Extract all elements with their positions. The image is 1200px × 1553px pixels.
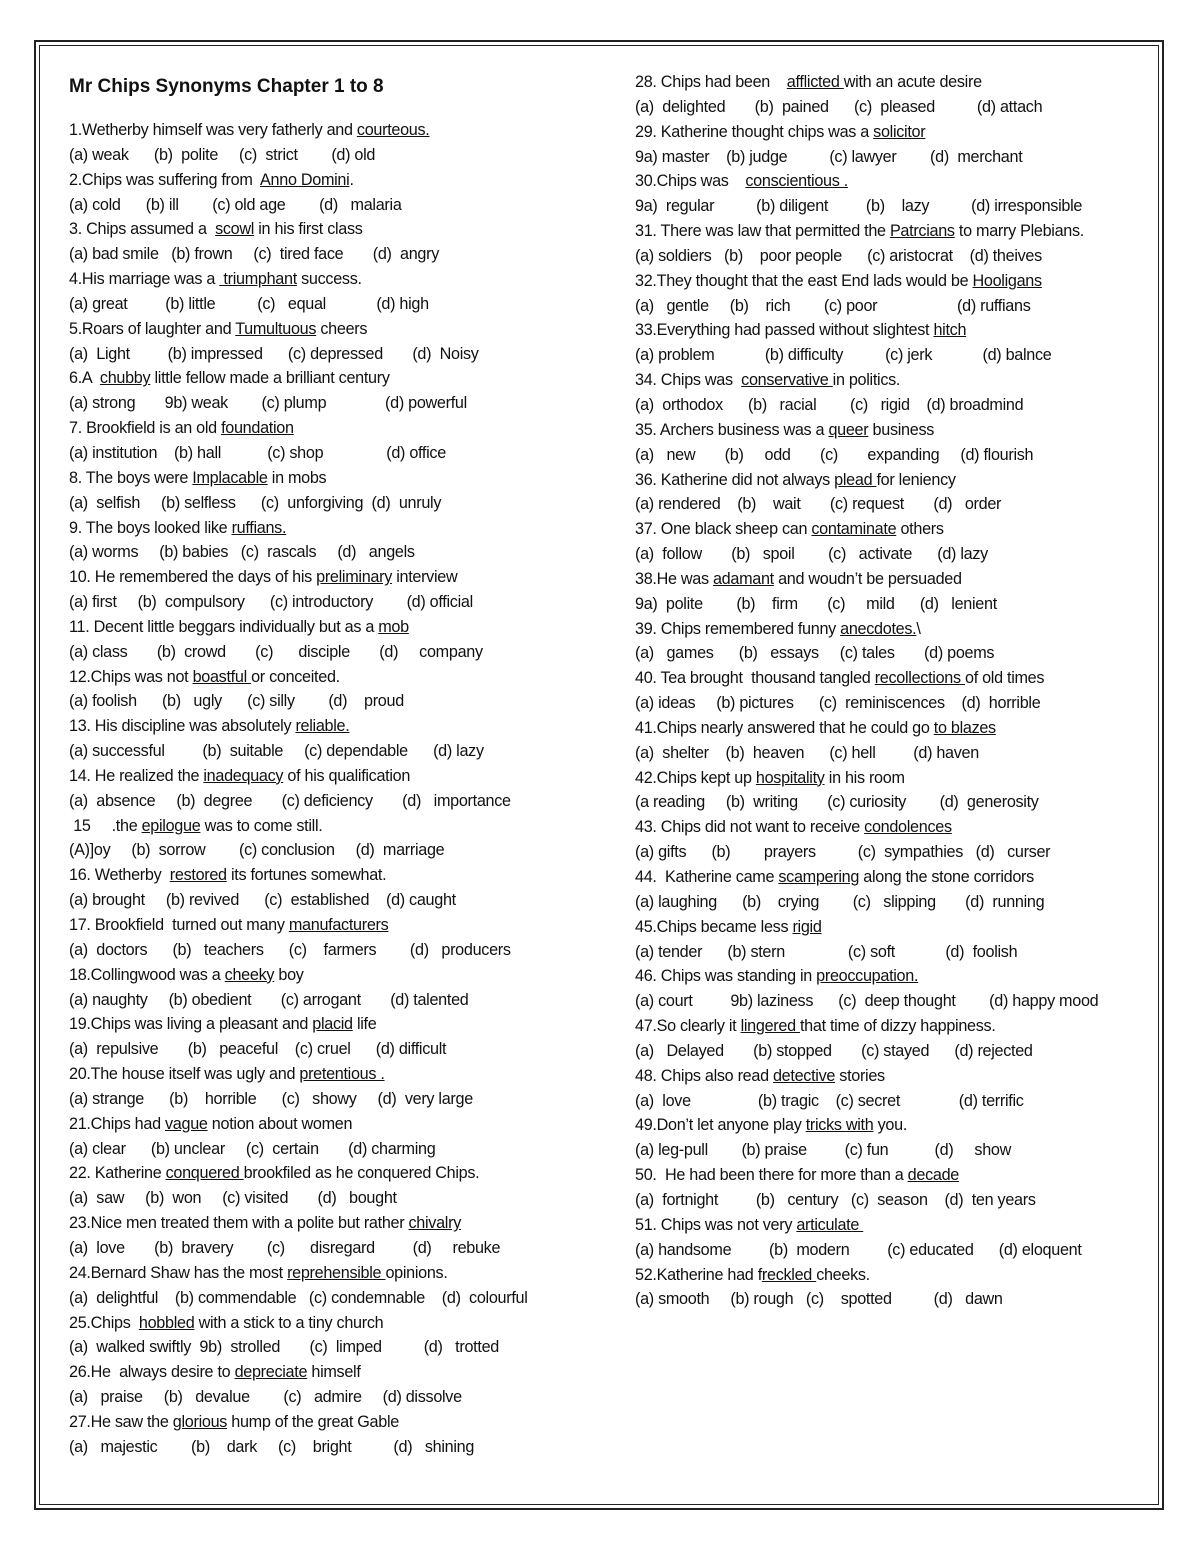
question-text-part: others	[896, 520, 944, 539]
question-text-part: 8. The boys were	[69, 468, 193, 487]
underlined-keyword: tricks with	[805, 1116, 874, 1135]
question-text	[635, 964, 1155, 989]
underlined-keyword: Implacable	[192, 468, 268, 487]
question-text	[69, 1161, 599, 1186]
answer-options: (a) leg-pull (b) praise (c) fun (d) show	[635, 1141, 1012, 1160]
answer-options: (a) naughty (b) obedient (c) arrogant (d) talented	[69, 990, 469, 1009]
question-text-part: 37. One black sheep can	[635, 520, 812, 539]
question-text-part: 10. He remembered the days of his	[69, 568, 317, 587]
answer-options: (a) love (b) bravery (c) disregard (d) rebuke	[69, 1238, 501, 1257]
underlined-keyword: triumphant	[219, 270, 297, 289]
question-text-part: 45.Chips became less	[635, 917, 793, 936]
answer-options: (a) cold (b) ill (c) old age (d) malaria	[69, 195, 402, 214]
question-text	[69, 963, 599, 988]
question-text	[69, 1062, 599, 1087]
question-text-part: 17. Brookfield turned out many	[69, 916, 289, 934]
answer-options: (a) delighted (b) pained (c) pleased (d) attach	[635, 97, 1043, 116]
underlined-keyword: manufacturers	[288, 916, 389, 934]
question-text	[69, 863, 599, 888]
question-text-part: 35. Archers business was a	[635, 420, 829, 439]
question-text	[635, 269, 1155, 294]
question-text	[69, 565, 599, 590]
answer-options: 9a) regular (b) diligent (b) lazy (d) irresponsible	[635, 197, 1083, 216]
answer-options: (a) handsome (b) modern (c) educated (d) eloquent	[635, 1240, 1082, 1259]
underlined-keyword: chivalry	[408, 1214, 461, 1233]
question-text	[635, 666, 1155, 691]
question-text-part: 20.The house itself was ugly and	[69, 1065, 300, 1084]
question-text-part: stories	[835, 1066, 885, 1085]
question-text-part: 38.He was	[635, 569, 713, 588]
answer-options: (a) rendered (b) wait (c) request (d) order	[635, 495, 1002, 514]
question-text	[69, 1410, 599, 1435]
question-text-part: 49.Don’t let anyone play	[635, 1116, 806, 1135]
underlined-keyword: ruffians.	[231, 518, 287, 537]
answer-options: (a) great (b) little (c) equal (d) high	[69, 294, 429, 313]
answer-options: (a) repulsive (b) peaceful (c) cruel (d) difficult	[69, 1040, 447, 1059]
answer-options: (a) first (b) compulsory (c) introductory (d) official	[69, 593, 473, 612]
question-text-part: 43. Chips did not want to receive	[635, 818, 865, 837]
question-text	[69, 267, 599, 292]
answer-options: (a) games (b) essays (c) tales (d) poems	[635, 644, 995, 663]
question-text	[635, 70, 1155, 95]
question-text-part: life	[352, 1015, 377, 1034]
answer-options: (a) successful (b) suitable (c) dependable (d) lazy	[69, 742, 484, 761]
question-text-part: its fortunes somewhat.	[226, 866, 387, 885]
question-text-part: 52.Katherine had f	[635, 1265, 762, 1284]
question-text	[69, 913, 599, 938]
question-text-part: opinions.	[385, 1263, 448, 1282]
question-text	[635, 1263, 1155, 1288]
right-column	[635, 70, 1155, 1312]
answer-options: (a) follow (b) spoil (c) activate (d) lazy	[635, 545, 988, 564]
question-text-part: 25.Chips	[69, 1313, 139, 1332]
underlined-keyword: condolences	[864, 818, 952, 837]
answer-options: (a) gentle (b) rich (c) poor (d) ruffians	[635, 296, 1031, 315]
question-text	[69, 1112, 599, 1137]
question-text-part: interview	[392, 568, 458, 587]
question-text	[635, 318, 1155, 343]
question-text	[635, 1014, 1155, 1039]
question-text-part: cheeks.	[816, 1265, 870, 1284]
question-text	[69, 118, 599, 143]
question-text	[69, 217, 599, 242]
question-text-part: 39. Chips remembered funny	[635, 619, 841, 638]
question-text-part: notion about women	[207, 1114, 353, 1133]
answer-options: (a) tender (b) stern (c) soft (d) foolish	[635, 942, 1018, 961]
question-text-part: \	[916, 619, 921, 638]
question-text	[635, 1064, 1155, 1089]
underlined-keyword: rigid	[792, 917, 822, 936]
question-text-part: hump of the great Gable	[227, 1412, 399, 1431]
underlined-keyword: detective	[772, 1066, 836, 1085]
question-text-part: 11. Decent little beggars individually but as a	[69, 617, 379, 636]
underlined-keyword: reliable.	[295, 717, 350, 736]
answer-options: (a) walked swiftly 9b) strolled (c) limped (d) trotted	[69, 1338, 499, 1357]
answer-options: (a) doctors (b) teachers (c) farmers (d) producers	[69, 940, 511, 959]
underlined-keyword: hospitality	[755, 768, 825, 787]
question-text	[69, 1211, 599, 1236]
underlined-keyword: hobbled	[138, 1313, 195, 1332]
underlined-keyword: courteous.	[356, 121, 430, 139]
underlined-keyword: solicitor	[873, 122, 926, 141]
question-text	[635, 617, 1155, 642]
question-text	[69, 764, 599, 789]
question-text	[635, 120, 1155, 145]
answer-options: (a) orthodox (b) racial (c) rigid (d) broadmind	[635, 395, 1024, 414]
question-text-part: 34. Chips was	[635, 371, 742, 390]
question-text-part: 7. Brookfield is an old	[69, 419, 222, 438]
question-text-part: for leniency	[876, 470, 956, 489]
question-text-part: 32.They thought that the east End lads would be	[635, 271, 973, 290]
answer-options: (a) problem (b) difficulty (c) jerk (d) balnce	[635, 346, 1052, 365]
question-text-part: with a stick to a tiny church	[194, 1313, 384, 1332]
document-title: Mr Chips Synonyms Chapter 1 to 8	[69, 76, 384, 97]
question-text	[69, 168, 599, 193]
underlined-keyword: conquered	[165, 1164, 244, 1183]
question-text	[69, 1012, 599, 1037]
question-text-part: 19.Chips was living a pleasant and	[69, 1015, 313, 1034]
answer-options: (a) Light (b) impressed (c) depressed (d) Noisy	[69, 344, 479, 363]
question-text-part: 31. There was law that permitted the	[635, 222, 890, 241]
answer-options: (a) class (b) crowd (c) disciple (d) company	[69, 642, 483, 661]
question-text-part: 5.Roars of laughter and	[69, 319, 236, 338]
question-text-part: 2.Chips was suffering from	[69, 170, 261, 189]
answer-options: (a) shelter (b) heaven (c) hell (d) haven	[635, 743, 979, 762]
question-text	[635, 865, 1155, 890]
answer-options: (a) praise (b) devalue (c) admire (d) dissolve	[69, 1388, 462, 1407]
answer-options: (a) smooth (b) rough (c) spotted (d) dawn	[635, 1290, 1003, 1309]
underlined-keyword: conscientious .	[745, 172, 848, 191]
question-text-part: 18.Collingwood was a	[69, 965, 225, 984]
question-text	[635, 766, 1155, 791]
answer-options: (a) fortnight (b) century (c) season (d) ten years	[635, 1190, 1036, 1209]
answer-options: (a reading (b) writing (c) curiosity (d) generosity	[635, 793, 1039, 812]
question-text	[69, 416, 599, 441]
underlined-keyword: conservative	[741, 371, 833, 390]
question-text-part: 16. Wetherby	[69, 866, 170, 885]
question-text-part: cheers	[316, 319, 368, 338]
underlined-keyword: anecdotes.	[840, 619, 917, 638]
question-text-part: in mobs	[267, 468, 327, 487]
question-text	[69, 665, 599, 690]
question-text-part: 21.Chips had	[69, 1114, 165, 1133]
question-text	[635, 567, 1155, 592]
question-text-part: along the stone corridors	[859, 868, 1034, 886]
answer-options: (a) laughing (b) crying (c) slipping (d) running	[635, 892, 1045, 911]
underlined-keyword: lingered	[740, 1017, 800, 1036]
answer-options: (a) delightful (b) commendable (c) condemnable (d) colourful	[69, 1288, 528, 1307]
answer-options: (a) majestic (b) dark (c) bright (d) shining	[69, 1437, 475, 1456]
question-text-part: 36. Katherine did not always	[635, 470, 835, 489]
question-text-part: 26.He always desire to	[69, 1363, 235, 1382]
question-text	[635, 1213, 1155, 1238]
question-text	[635, 368, 1155, 393]
underlined-keyword: vague	[165, 1114, 208, 1133]
question-text-part: 24.Bernard Shaw has the most	[69, 1263, 288, 1282]
underlined-keyword: reckled	[761, 1265, 817, 1284]
underlined-keyword: boastful	[192, 667, 252, 686]
question-text-part: in his first class	[254, 220, 363, 239]
question-text-part: with an acute desire	[843, 73, 982, 91]
answer-options: (a) Delayed (b) stopped (c) stayed (d) rejected	[635, 1041, 1033, 1060]
underlined-keyword: to blazes	[933, 718, 996, 737]
question-text-part: 9. The boys looked like	[69, 518, 232, 537]
underlined-keyword: scampering	[778, 868, 860, 886]
answer-options: 9a) polite (b) firm (c) mild (d) lenient	[635, 594, 997, 613]
underlined-keyword: foundation	[221, 419, 294, 438]
underlined-keyword: reprehensible	[287, 1263, 386, 1282]
question-text-part: 15 .the	[69, 816, 142, 835]
question-text	[635, 815, 1155, 840]
question-text-part: 33.Everything had passed without slightest	[635, 321, 934, 340]
question-text-part: little fellow made a brilliant century	[150, 369, 390, 388]
question-text-part: you.	[873, 1116, 908, 1135]
underlined-keyword: mob	[378, 617, 409, 636]
answer-options: (a) bad smile (b) frown (c) tired face (d) angry	[69, 245, 440, 264]
question-text-part: and woudn’t be persuaded	[773, 569, 962, 588]
answer-options: (a) brought (b) revived (c) established (d) caught	[69, 891, 456, 910]
underlined-keyword: articulate	[796, 1215, 864, 1234]
question-text-part: 42.Chips kept up	[635, 768, 756, 787]
underlined-keyword: inadequacy	[203, 766, 284, 785]
left-column	[69, 72, 599, 1460]
question-text-part: of old times	[965, 669, 1045, 688]
question-text	[635, 219, 1155, 244]
question-text-part: 22. Katherine	[69, 1164, 166, 1183]
answer-options: (a) worms (b) babies (c) rascals (d) angels	[69, 543, 415, 562]
question-text	[69, 466, 599, 491]
question-text	[69, 1311, 599, 1336]
underlined-keyword: queer	[828, 420, 869, 439]
question-text-part: 30.Chips was	[635, 172, 746, 191]
underlined-keyword: Patrcians	[889, 222, 955, 241]
answer-options: (a) strange (b) horrible (c) showy (d) very large	[69, 1089, 473, 1108]
question-text	[635, 1113, 1155, 1138]
underlined-keyword: preoccupation.	[816, 967, 919, 986]
underlined-keyword: placid	[312, 1015, 353, 1034]
answer-options: (a) strong 9b) weak (c) plump (d) powerful	[69, 394, 467, 413]
underlined-keyword: cheeky	[224, 965, 275, 984]
question-text-part: 47.So clearly it	[635, 1017, 741, 1036]
question-text-part: 13. His discipline was absolutely	[69, 717, 296, 736]
answer-options: 9a) master (b) judge (c) lawyer (d) merchant	[635, 147, 1023, 166]
answer-options: (a) clear (b) unclear (c) certain (d) charming	[69, 1139, 436, 1158]
question-text	[635, 169, 1155, 194]
question-text-part: 51. Chips was not very	[635, 1215, 797, 1234]
question-text-part: himself	[307, 1363, 361, 1382]
question-text-part: 14. He realized the	[69, 766, 204, 785]
question-text	[635, 468, 1155, 493]
question-text-part: 46. Chips was standing in	[635, 967, 817, 986]
question-text	[635, 915, 1155, 940]
question-text-part: 1.Wetherby himself was very fatherly and	[69, 121, 357, 139]
underlined-keyword: epilogue	[141, 816, 201, 835]
question-text-part: boy	[274, 965, 304, 984]
answer-options: (a) love (b) tragic (c) secret (d) terrific	[635, 1091, 1024, 1110]
answer-options: (a) weak (b) polite (c) strict (d) old	[69, 145, 376, 164]
question-text-part: 28. Chips had been	[635, 73, 787, 91]
question-text	[69, 1261, 599, 1286]
answer-options: (a) soldiers (b) poor people (c) aristocrat (d) theives	[635, 246, 1042, 265]
question-text	[69, 714, 599, 739]
underlined-keyword: pretentious .	[299, 1065, 385, 1084]
question-text-part: was to come still.	[200, 816, 323, 835]
question-text-part: 44. Katherine came	[635, 868, 779, 886]
question-text	[635, 517, 1155, 542]
question-text-part: in his room	[824, 768, 905, 787]
underlined-keyword: Anno Domini	[260, 170, 350, 189]
underlined-keyword: Hooligans	[972, 271, 1042, 290]
underlined-keyword: plead	[834, 470, 877, 489]
question-text	[635, 1163, 1155, 1188]
question-text-part: 6.A	[69, 369, 100, 388]
question-text	[69, 516, 599, 541]
answer-options: (a) new (b) odd (c) expanding (d) flourish	[635, 445, 1034, 464]
question-text-part: 29. Katherine thought chips was a	[635, 122, 874, 141]
answer-options: (a) gifts (b) prayers (c) sympathies (d) curser	[635, 843, 1051, 862]
answer-options: (a) ideas (b) pictures (c) reminiscences (d) horrible	[635, 694, 1041, 713]
question-text	[69, 615, 599, 640]
question-text-part: 3. Chips assumed a	[69, 220, 216, 239]
underlined-keyword: afflicted	[786, 73, 844, 91]
question-text-part: or conceited.	[251, 667, 340, 686]
question-text-part: 12.Chips was not	[69, 667, 193, 686]
question-text-part: .	[349, 170, 354, 189]
question-text-part: 4.His marriage was a	[69, 270, 220, 289]
question-text-part: 40. Tea brought thousand tangled	[635, 669, 875, 688]
question-text	[69, 317, 599, 342]
underlined-keyword: glorious	[172, 1412, 228, 1431]
underlined-keyword: hitch	[933, 321, 967, 340]
question-text-part: 27.He saw the	[69, 1412, 173, 1431]
underlined-keyword: contaminate	[811, 520, 897, 539]
question-text	[69, 814, 599, 839]
question-text-part: of his qualification	[283, 766, 411, 785]
answer-options: (a) foolish (b) ugly (c) silly (d) proud	[69, 692, 404, 711]
answer-options: (a) institution (b) hall (c) shop (d) office	[69, 443, 446, 462]
question-text-part: business	[868, 420, 935, 439]
underlined-keyword: recollections	[874, 669, 965, 688]
underlined-keyword: preliminary	[316, 568, 392, 587]
answer-options: (a) court 9b) laziness (c) deep thought (d) happy mood	[635, 992, 1099, 1011]
question-text-part: brookfiled as he conquered Chips.	[243, 1164, 480, 1183]
answer-options: (a) saw (b) won (c) visited (d) bought	[69, 1189, 397, 1208]
underlined-keyword: Tumultuous	[235, 319, 317, 338]
underlined-keyword: scowl	[215, 220, 255, 239]
answer-options: (A)]oy (b) sorrow (c) conclusion (d) marriage	[69, 841, 445, 860]
question-text	[635, 418, 1155, 443]
underlined-keyword: decade	[907, 1166, 959, 1185]
underlined-keyword: chubby	[99, 369, 151, 388]
question-text-part: to marry Plebians.	[954, 222, 1084, 241]
answer-options: (a) selfish (b) selfless (c) unforgiving (d) unruly	[69, 493, 442, 512]
underlined-keyword: depreciate	[234, 1363, 308, 1382]
question-text-part: 50. He had been there for more than a	[635, 1166, 908, 1185]
answer-options: (a) absence (b) degree (c) deficiency (d) importance	[69, 791, 511, 810]
question-text-part: 23.Nice men treated them with a polite but rather	[69, 1214, 409, 1233]
question-text	[69, 366, 599, 391]
question-text	[635, 716, 1155, 741]
question-text-part: 48. Chips also read	[635, 1066, 773, 1085]
question-text-part: that time of dizzy happiness.	[799, 1017, 996, 1036]
question-text-part: success.	[296, 270, 362, 289]
question-text-part: in politics.	[832, 371, 901, 390]
underlined-keyword: restored	[169, 866, 227, 885]
underlined-keyword: adamant	[712, 569, 774, 588]
question-text-part: 41.Chips nearly answered that he could go	[635, 718, 934, 737]
question-text	[69, 1360, 599, 1385]
